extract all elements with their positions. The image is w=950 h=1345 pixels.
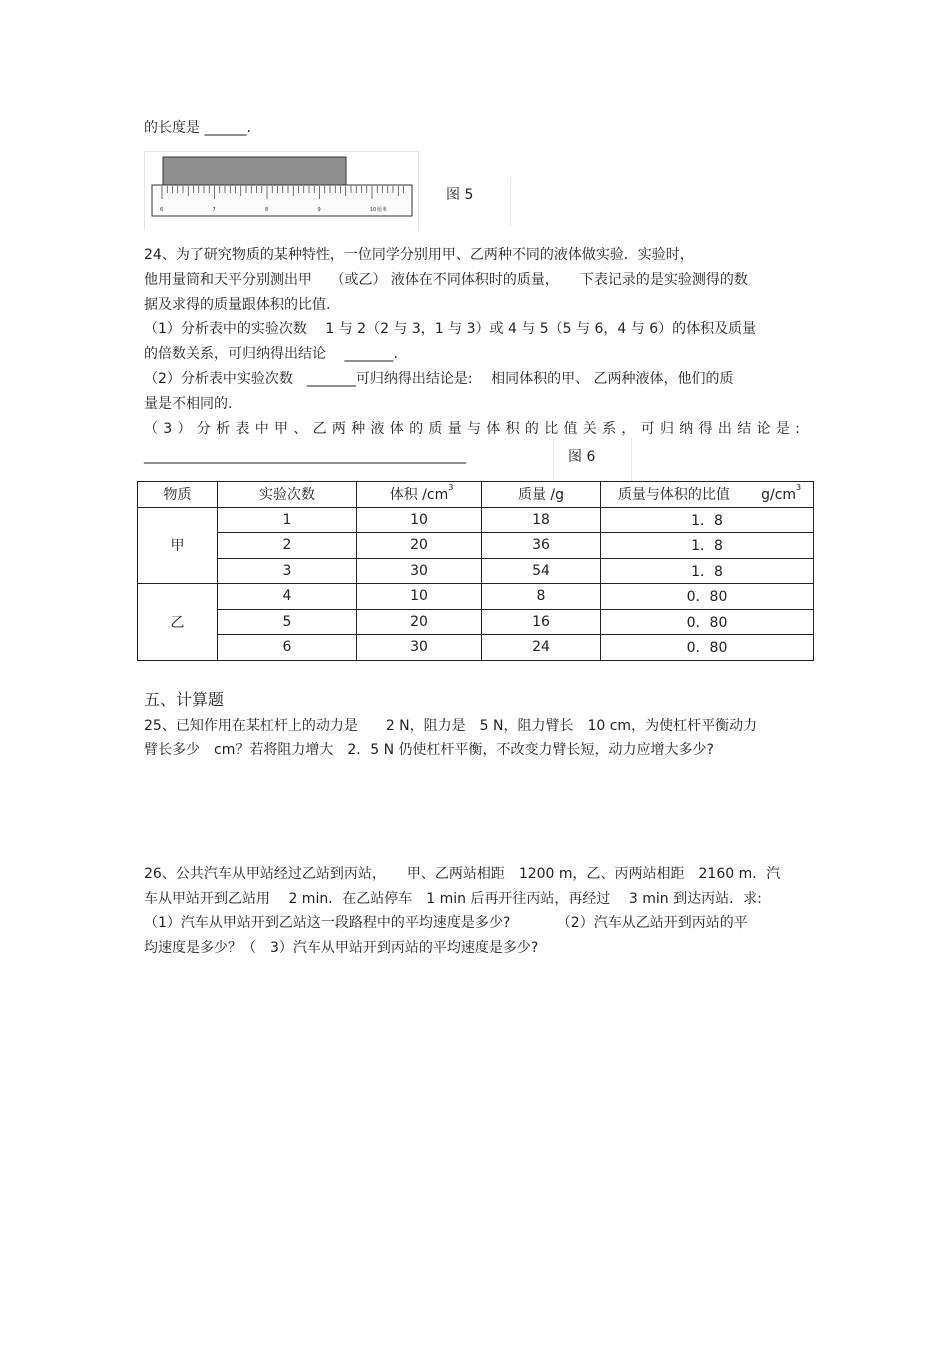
table-row — [138, 584, 814, 610]
figure-6-caption: 图 6 — [568, 449, 596, 465]
q24-line-2: 他用量筒和天平分别测出甲 （或乙） 液体在不同体积时的质量， 下表记录的是实验测得的数 — [144, 272, 748, 288]
ruler-label: 7 — [212, 207, 216, 213]
table-row — [138, 507, 814, 533]
substance-cell: 甲 — [138, 507, 218, 584]
table-cell: 10 — [357, 507, 482, 533]
header-ratio: 质量与体积的比值 g/cm 3 — [601, 482, 814, 508]
table-row — [138, 635, 814, 661]
q24-line-3: 据及求得的质量跟体积的比值. — [144, 297, 331, 313]
table-cell: 4 — [218, 584, 357, 610]
table-cell: 20 — [357, 533, 482, 559]
table-header-row — [138, 482, 814, 508]
ruler-label: 6 — [160, 207, 164, 213]
ruler-figure — [144, 151, 417, 229]
ruler-label: 10 — [370, 207, 377, 213]
table-cell: 3 — [218, 558, 357, 584]
figure-5-caption: 图 5 — [446, 187, 474, 203]
table-cell: 54 — [482, 558, 601, 584]
table-cell: 1．8 — [601, 507, 814, 533]
q26-line-1: 26、公共汽车从甲站经过乙站到丙站， 甲、乙两站相距 1200 m，乙、丙两站相距 2160 m．汽 — [144, 866, 781, 882]
table-row — [138, 558, 814, 584]
q24-line-4: （1）分析表中的实验次数 1 与 2（2 与 3，1 与 3）或 4 与 5（5 与 6，4 与 6）的体积及质量 — [144, 321, 757, 337]
table-cell: 0．80 — [601, 635, 814, 661]
q25-line-2: 臂长多少 cm？若将阻力增大 2．5 N 仍使杠杆平衡，不改变力臂长短，动力应增大多少? — [144, 742, 714, 758]
table-cell: 10 — [357, 584, 482, 610]
header-volume: 体积 /cm 3 — [357, 482, 482, 508]
table-cell: 0．80 — [601, 584, 814, 610]
table-cell: 18 — [482, 507, 601, 533]
substance-cell: 乙 — [138, 584, 218, 661]
table-cell: 36 — [482, 533, 601, 559]
table-cell: 8 — [482, 584, 601, 610]
header-trial: 实验次数 — [218, 482, 357, 508]
q23-tail: 的长度是 ______. — [144, 120, 251, 136]
table-cell: 5 — [218, 609, 357, 635]
header-substance: 物质 — [138, 482, 218, 508]
table-cell: 1．8 — [601, 558, 814, 584]
table-cell: 2 — [218, 533, 357, 559]
table-cell: 6 — [218, 635, 357, 661]
q26-line-3: （1）汽车从甲站开到乙站这一段路程中的平均速度是多少? （2）汽车从乙站开到丙站的平 — [144, 915, 748, 931]
q24-line-7: 量是不相同的. — [144, 396, 233, 412]
table-row — [138, 533, 814, 559]
q26-line-2: 车从甲站开到乙站用 2 min．在乙站停车 1 min 后再开往丙站，再经过 3 min 到达丙站．求: — [144, 891, 762, 907]
table-row — [138, 609, 814, 635]
measured-block — [163, 157, 346, 187]
table-cell: 1．8 — [601, 533, 814, 559]
ruler-label: 8 — [265, 207, 269, 213]
table-cell: 24 — [482, 635, 601, 661]
q24-line-8: （3）分析表中甲、乙两种液体的质量与体积的比值关系，可归纳得出结论是: — [144, 421, 806, 437]
header-mass: 质量 /g — [482, 482, 601, 508]
table-cell: 20 — [357, 609, 482, 635]
q24-line-1: 24、为了研究物质的某种特性，一位同学分别用甲、乙两种不同的液体做实验．实验时， — [144, 247, 694, 263]
divider — [510, 178, 511, 226]
q24-line-6: （2）分析表中实验次数 _______可归纳得出结论是: 相同体积的甲、 乙两种液体，他们的质 — [144, 371, 734, 387]
table-cell: 16 — [482, 609, 601, 635]
section-title: 五、计算题 — [144, 690, 225, 709]
q24-answer-blank: ______________________________________________ — [144, 448, 466, 464]
ruler-label: 9 — [317, 207, 321, 213]
q25-line-1: 25、已知作用在某杠杆上的动力是 2 N，阻力是 5 N，阻力臂长 10 cm，为使杠杆平衡动力 — [144, 718, 758, 734]
experiment-table — [137, 481, 814, 661]
ruler-unit: 厘米 — [377, 207, 388, 213]
q24-line-5: 的倍数关系，可归纳得出结论 _______. — [144, 346, 398, 362]
table-cell: 1 — [218, 507, 357, 533]
q26-line-4: 均速度是多少？（ 3）汽车从甲站开到丙站的平均速度是多少? — [144, 940, 539, 956]
table-cell: 0．80 — [601, 609, 814, 635]
table-cell: 30 — [357, 558, 482, 584]
table-cell: 30 — [357, 635, 482, 661]
